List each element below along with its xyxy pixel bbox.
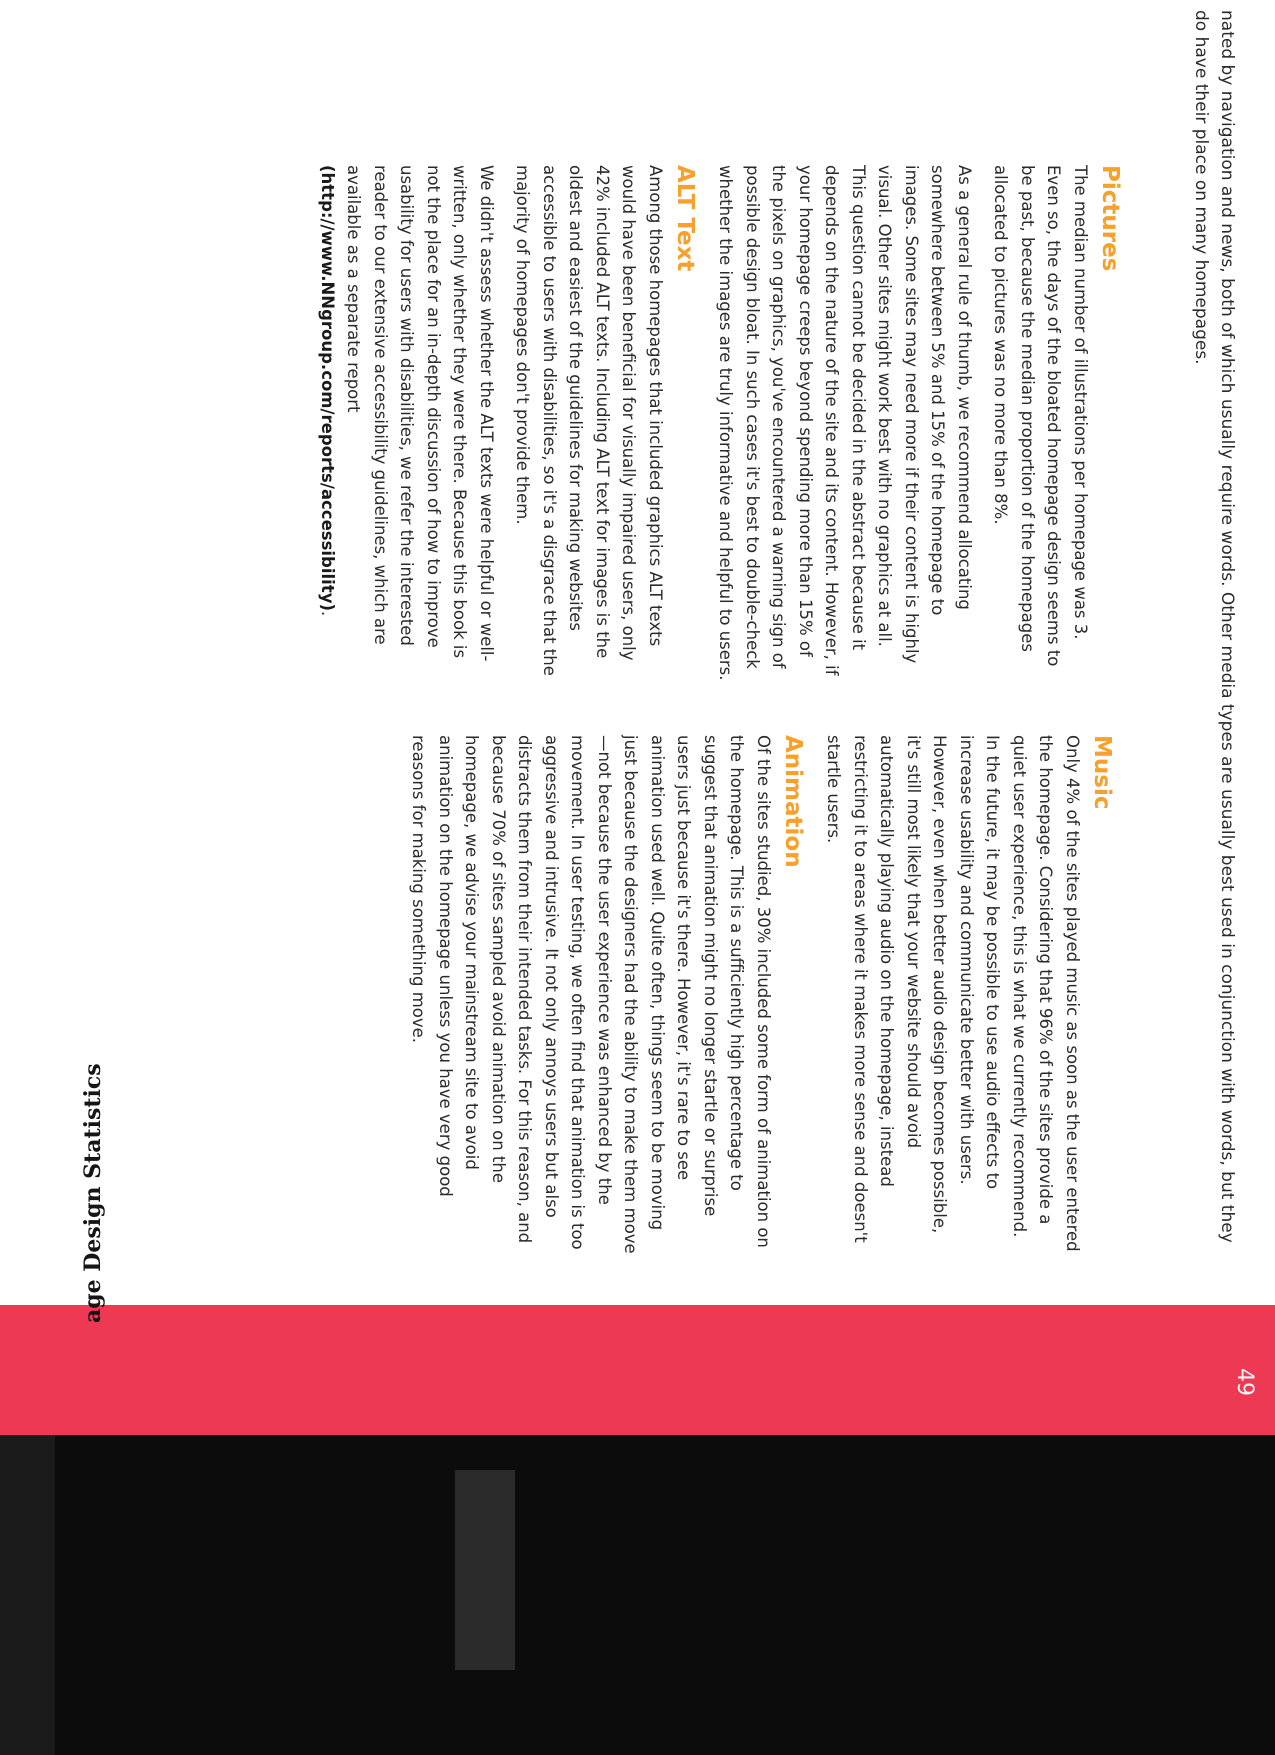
accessibility-report-link[interactable]: (http://www.NNgroup.com/reports/accessibility) bbox=[318, 165, 337, 612]
pictures-paragraph-1: The median number of illustrations per homepage was 3. Even so, the days of the bloated homepage design seems to be past, because the median proportion of the homepages allocated to pictures was no more than 8%. bbox=[991, 165, 1090, 667]
alt-text-paragraph-2-body: We didn't assess whether the ALT texts were helpful or well-written, only whether they were there. Because this book is not the place for an in-depth discussion of how to improve usability for users with disabilities, we refer the interested reader to our extensive accessibility guidelines, which are available as a separate report bbox=[344, 165, 496, 662]
section-heading-pictures: Pictures bbox=[1097, 165, 1123, 272]
alt-text-paragraph-1: Among those homepages that included graphics ALT texts would have been beneficial for visually impaired users, only 42% included ALT texts. Including ALT text for images is the oldest and easiest of the guidelines for making websites accessible to users with disabilities, so it's a disgrace that the majority of homepages don't provide them. bbox=[513, 165, 665, 676]
section-heading-animation: Animation bbox=[780, 735, 806, 868]
scanner-edge bbox=[0, 1435, 55, 1755]
section-heading-alt-text: ALT Text bbox=[672, 165, 698, 272]
animation-paragraph: Of the sites studied, 30% included some form of animation on the homepage. This is a sufficiently high percentage to suggest that animation might no longer startle or surprise users just because it's there. However, it's rare to see animation used well. Quite often, things seem to be moving just because the designers had the ability to make them move—not because the user experience was enhanced by the movement. In user testing, we often find that animation is too aggressive and intrusive. It not only annoys users but also distracts them from their intended tasks. For this reason, and because 70% of sites sampled avoid animation on the homepage, we advise your mainstream site to avoid animation on the homepage unless you have very good reasons for making something move. bbox=[409, 735, 773, 1254]
chapter-footer-band bbox=[0, 1305, 1275, 1435]
intro-paragraph: nated by navigation and news, both of which usually require words. Other media types are usually best used in conjunction with words, but they do have their place on many homepages. bbox=[1191, 10, 1237, 1243]
link-suffix: . bbox=[318, 611, 337, 617]
section-heading-music: Music bbox=[1089, 735, 1115, 810]
alt-text-paragraph-2 bbox=[314, 165, 500, 685]
scanner-background bbox=[0, 1435, 1275, 1755]
right-column bbox=[395, 735, 1117, 1255]
page-number: 49 bbox=[1232, 1368, 1257, 1396]
pictures-paragraph-2: As a general rule of thumb, we recommend allocating somewhere between 5% and 15% of the homepage to images. Some sites may need more if their content is highly visual. Other sites might work best with no graphics at all. This question cannot be decided in the abstract because it depends on the nature of the site and its content. However, if your homepage creeps beyond spending more than 15% of the pixels on graphics, you've encountered a warning sign of possible design bloat. In such cases it's best to double-check whether the images are truly informative and helpful to users. bbox=[716, 165, 974, 681]
scanner-shadow-strip bbox=[455, 1470, 515, 1670]
left-column bbox=[304, 165, 1126, 685]
music-paragraph: Only 4% of the sites played music as soon as the user entered the homepage. Considering that 96% of the sites provide a quiet user experience, this is what we currently recommend. In the future, it may be possible to use audio effects to increase usability and communicate better with users. However, even when better audio design becomes possible, it's still most likely that your website should avoid automatically playing audio on the homepage, instead restricting it to areas where it makes more sense and doesn't startle users. bbox=[824, 735, 1082, 1252]
chapter-title: age Design Statistics bbox=[80, 1063, 106, 1323]
